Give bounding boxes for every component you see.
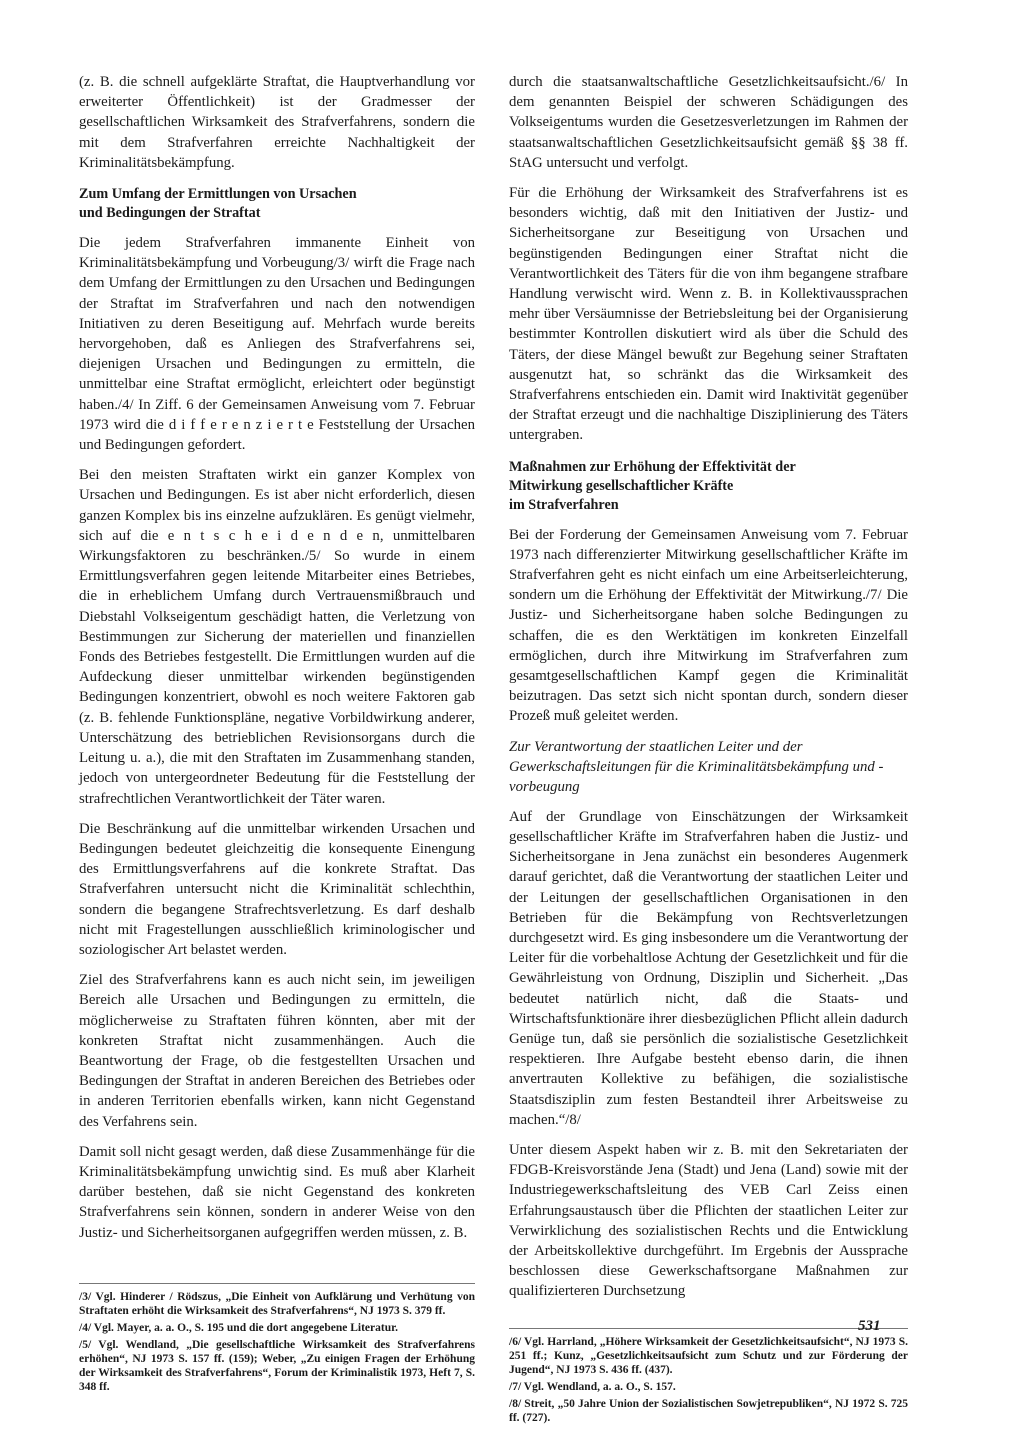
footnotes (79, 1283, 475, 1394)
right-column (509, 72, 908, 1428)
paragraph: Die Beschränkung auf die unmittelbar wirkenden Ursachen und Bedingungen bedeutet gleichzeitig die konsequente Einengung des Ermittlungsverfahrens auf die konkrete Straftat. Das Strafverfahren untersucht nicht die Kriminalität schlechthin, sondern die begangene Strafrechtsverletzung. Es darf deshalb nicht mit Fragestellungen ausschließlich kriminologischer und soziologischer Art belastet werden. (79, 820, 475, 958)
paragraph: Für die Erhöhung der Wirksamkeit des Strafverfahrens ist es besonders wichtig, daß mit den Initiativen der Justiz- und Sicherheitsorgane zur Beseitigung von Ursachen und begünstigenden Bedingungen einer Straftat nicht die Verantwortlichkeit des Täters für die von ihm begangene strafbare Handlung verwischt wird. Wenn z. B. in Kollektivaussprachen mehr über Versäumnisse der Betriebsleitung bei der Organisierung bestimmter Kontrollen diskutiert wird als über die Schuld des Täters, der diese Mängel bewußt zur Begehung seiner Straftaten ausgenutzt hat, so schränkt das die Wirksamkeit des Strafverfahrens entschieden ein. Damit wird Inaktivität gegenüber der Straftat erzeugt und die nachhaltige Disziplinierung des Täters untergraben. (509, 185, 908, 444)
footnote: /8/ Streit, „50 Jahre Union der Sozialistischen Sowjetrepubliken“, NJ 1972 S. 725 ff. (727). (509, 1397, 908, 1424)
paragraph: Die jedem Strafverfahren immanente Einheit von Kriminalitätsbekämpfung und Vorbeugung/3/ wirft die Frage nach dem Umfang der Ermittlungen zu den Ursachen und Bedingungen der Straftat im Strafverfahren und nach den notwendigen Initiativen zu deren Beseitigung auf. Mehrfach wurde bereits hervorgehoben, daß es Anliegen des Strafverfahrens sei, diejenigen Ursachen und Bedingungen zu ermitteln, die unmittelbar eine Straftat ermöglicht, erleichtert oder begünstigt haben./4/ In Ziff. 6 der Gemeinsamen Anweisung vom 7. Februar 1973 wird die d i f f e r e n z i e r t e Feststellung der Ursachen und Bedingungen gefordert. (79, 235, 475, 454)
paragraph: (z. B. die schnell aufgeklärte Straftat, die Hauptverhandlung vor erweiterter Öffentlichkeit) ist der Gradmesser der gesellschaftlichen Wirksamkeit des Strafverfahrens, sondern die mit dem Strafverfahren erreichte Nachhaltigkeit der Kriminalitätsbekämpfung. (79, 74, 475, 171)
section-heading (79, 185, 475, 223)
paragraph: Bei der Forderung der Gemeinsamen Anweisung vom 7. Februar 1973 nach differenzierter Mitwirkung gesellschaftlicher Kräfte im Strafverfahren geht es nicht einfach um eine Arbeitserleichterung, sondern um die Erhöhung der Effektivität der Mitwirkung./7/ Die Justiz- und Sicherheitsorgane haben solche Bedingungen zu schaffen, die es den Werktätigen im konkreten Einzelfall ermöglichen, durch ihre Mitwirkung im Strafverfahren zum gesamtgesellschaftlichen Kampf gegen die Kriminalität beizutragen. Das setzt sich nicht spontan durch, sondern dieser Prozeß muß geleitet werden. (509, 526, 908, 725)
heading-line: Maßnahmen zur Erhöhung der Effektivität der (509, 458, 796, 475)
heading-line: im Strafverfahren (509, 496, 619, 513)
page-number: 531 (858, 1318, 881, 1334)
footnote: /4/ Vgl. Mayer, a. a. O., S. 195 und die dort angegebene Literatur. (79, 1321, 399, 1334)
footnote: /7/ Vgl. Wendland, a. a. O., S. 157. (509, 1380, 676, 1393)
paragraph: Auf der Grundlage von Einschätzungen der Wirksamkeit gesellschaftlicher Kräfte im Strafverfahren haben die Justiz- und Sicherheitsorgane in Jena zunächst ein besonderes Augenmerk darauf gerichtet, daß die Verantwortung der staatlichen Leiter und der Leitungen der gesellschaftlichen Organisationen in den Betrieben für die Bekämpfung von Rechtsverletzungen durchgesetzt wird. Es ging insbesondere um die Verantwortung der Leiter für die vorbehaltlose Achtung der Gesetzlichkeit und für die Gewährleistung von Ordnung, Disziplin und Sicherheit. „Das bedeutet natürlich nicht, daß die Staats- und Wirtschaftsfunktionäre ihrer diesbezüglichen Pflicht allein dadurch Genüge tun, daß sie persönlich die sozialistische Gesetzlichkeit respektieren. Ihre Aufgabe besteht ebenso darin, die ihnen anvertrauten Kollektive zu befähigen, die sozialistische Staatsdisziplin zum festen Bestandteil ihrer Arbeitsweise zu machen.“/8/ (509, 808, 908, 1128)
footnote: /6/ Vgl. Harrland, „Höhere Wirksamkeit der Gesetzlichkeitsaufsicht“, NJ 1973 S. 251 ff.; Kunz, „Gesetzlichkeitsaufsicht zum Schutz und zur Förderung der Jugend“, NJ 1973 S. 436 ff. (437). (509, 1335, 908, 1376)
paragraph: Bei den meisten Straftaten wirkt ein ganzer Komplex von Ursachen und Bedingungen. Es ist aber nicht erforderlich, diesen ganzen Komplex bis ins einzelne aufzuklären. Es genügt vielmehr, sich auf die e n t s c h e i d e n d e n, unmittelbaren Wirkungsfaktoren zu beschränken./5/ So wurde in einem Ermittlungsverfahren gegen leitende Mitarbeiter eines Betriebes, die in erheblichem Umfang durch Vertrauensmißbrauch und Diebstahl Volkseigentum geschädigt hatten, die Verletzung von Bestimmungen zur Sicherung der materiellen und finanziellen Fonds des Betriebes festgestellt. Die Ermittlungen wurden auf die Aufdeckung dieser unmittelbar wirkenden begünstigenden Bedingungen konzentriert, obwohl es noch weitere Faktoren gab (z. B. fehlende Funktionspläne, negative Vorbildwirkung anderer, Unterschätzung des betrieblichen Revisionsorgans durch die Leitung u. a.), die mit den Straftaten im Zusammenhang standen, jedoch von untergeordneter Bedeutung für die Feststellung der strafrechtlichen Verantwortlichkeit der Täter waren. (79, 467, 475, 807)
heading-line: Zum Umfang der Ermittlungen von Ursachen (79, 186, 357, 203)
left-column (79, 72, 475, 1397)
paragraph: Damit soll nicht gesagt werden, daß diese Zusammenhänge für die Kriminalitätsbekämpfung unwichtig sind. Es muß aber Klarheit darüber bestehen, daß sie nicht Gegenstand des konkreten Strafverfahrens sein können, sondern in anderer Weise von den Justiz- und Sicherheitsorganen aufgegriffen werden müssen, z. B. (79, 1143, 475, 1241)
heading-line: Mitwirkung gesellschaftlicher Kräfte (509, 477, 734, 494)
footnote: /5/ Vgl. Wendland, „Die gesellschaftliche Wirksamkeit des Strafverfahrens erhöhen“, NJ 1973 S. 157 ff. (159); Weber, „Zu einigen Fragen der Erhöhung der Wirksamkeit des Strafverfahrens“, Forum der Kriminalistik 1973, Heft 7, S. 348 ff. (79, 1338, 475, 1393)
section-heading (509, 458, 908, 515)
paragraph: Unter diesem Aspekt haben wir z. B. mit den Sekretariaten der FDGB-Kreisvorstände Jena (Stadt) und Jena (Land) sowie mit der Industriegewerkschaftsleitung des VEB Carl Zeiss einen Erfahrungsaustausch über die Pflichten der staatlichen Leiter zur Verwirklichung des sozialistischen Rechts und die Entwicklung der Arbeitskollektive durchgeführt. Im Ergebnis der Aussprache beschlossen diese Gewerkschaftsorgane Maßnahmen zur qualifizierteren Durchsetzung (509, 1141, 908, 1300)
footnote: /3/ Vgl. Hinderer / Rödszus, „Die Einheit von Aufklärung und Verhütung von Straftaten erhöht die Wirksamkeit des Strafverfahrens“, NJ 1973 S. 379 ff. (79, 1290, 475, 1317)
footnotes (509, 1328, 908, 1425)
italic-subheading: Zur Verantwortung der staatlichen Leiter und der Gewerkschaftsleitungen für die Kriminalitätsbekämpfung und -vorbeugung (509, 738, 884, 795)
paragraph: durch die staatsanwaltschaftliche Gesetzlichkeitsaufsicht./6/ In dem genannten Beispiel der schweren Schädigungen des Volkseigentums wurden die Gesetzesverletzungen im Rahmen der staatsanwaltschaftlichen Gesetzlichkeitsaufsicht gemäß §§ 38 ff. StAG untersucht und verfolgt. (509, 74, 908, 171)
heading-line: und Bedingungen der Straftat (79, 205, 261, 222)
paragraph: Ziel des Strafverfahrens kann es auch nicht sein, im jeweiligen Bereich alle Ursachen und Bedingungen zu ermitteln, die möglicherweise zu Straftaten führen könnten, aber mit der konkreten Straftat nicht zusammenhängen. Auch die Beantwortung der Frage, ob die festgestellten Ursachen und Bedingungen der Straftat in anderen Bereichen des Betriebes oder in anderen Territorien ebenfalls wirken, kann nicht Gegenstand des Verfahrens sein. (79, 972, 475, 1130)
